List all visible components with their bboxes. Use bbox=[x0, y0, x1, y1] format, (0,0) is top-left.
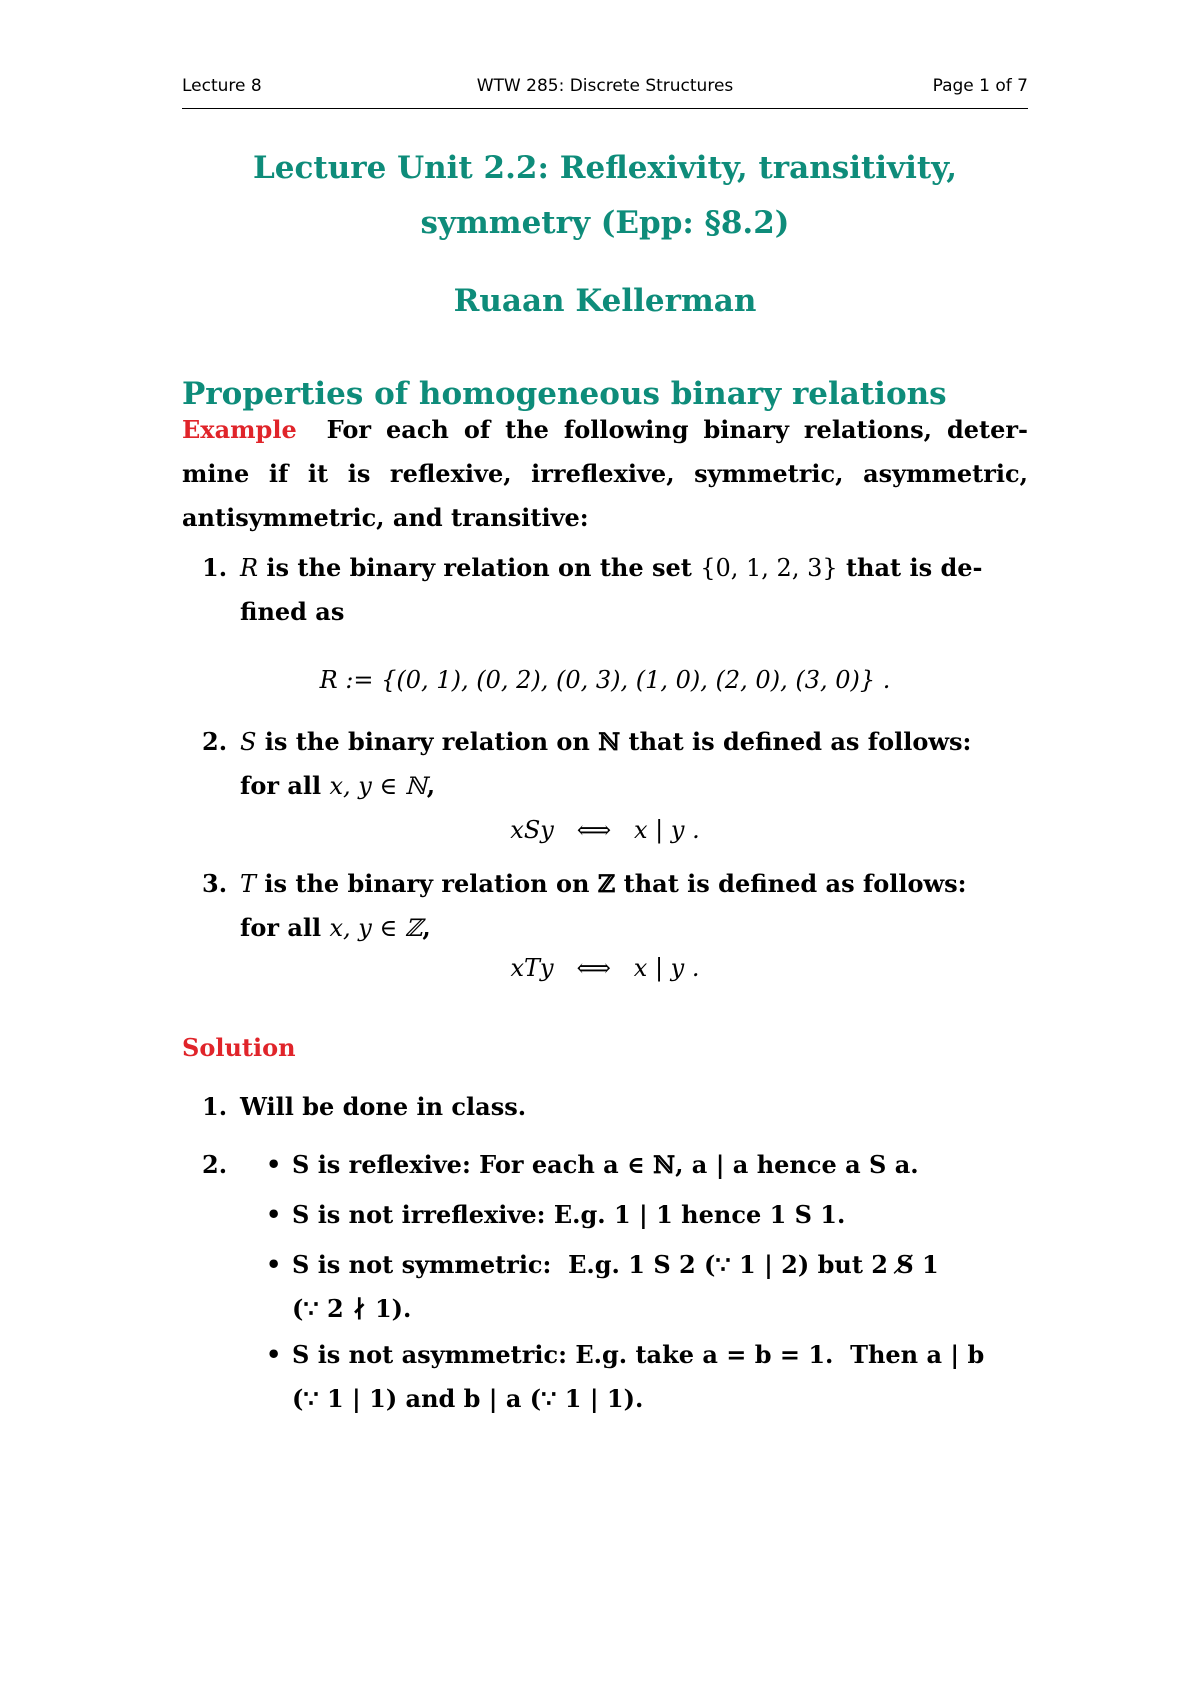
author: Ruaan Kellerman bbox=[453, 283, 757, 319]
relation-T-definition: xTy ⟺ x | y . bbox=[510, 954, 700, 982]
header-page-number: Page 1 of 7 bbox=[932, 76, 1028, 96]
example-line-2: mine if it is reflexive, irreflexive, symmetric, asymmetric, bbox=[182, 459, 1028, 488]
example-line-1: Example For each of the following binary relations, deter- bbox=[182, 415, 1028, 444]
example-line-3: antisymmetric, and transitive: bbox=[182, 503, 589, 532]
example-label: Example bbox=[182, 415, 297, 444]
solution-item-2-number: 2. bbox=[202, 1150, 228, 1179]
list-item-number: 1. bbox=[202, 553, 228, 582]
relation-R-definition: R := {(0, 1), (0, 2), (0, 3), (1, 0), (2, 0), (3, 0)} . bbox=[319, 666, 891, 694]
section-heading: Properties of homogeneous binary relations bbox=[182, 376, 947, 412]
title-line-2: symmetry (Epp: §8.2) bbox=[420, 205, 790, 241]
relation-S-definition: xSy ⟺ x | y . bbox=[510, 816, 700, 844]
solution-label: Solution bbox=[182, 1033, 296, 1062]
example-paragraph bbox=[182, 408, 1028, 540]
running-header bbox=[182, 76, 1028, 108]
header-course: WTW 285: Discrete Structures bbox=[476, 76, 734, 96]
header-lecture: Lecture 8 bbox=[182, 76, 262, 96]
title-line-1: Lecture Unit 2.2: Reflexivity, transitivity, bbox=[252, 150, 958, 186]
header-rule bbox=[182, 108, 1028, 109]
list-item-number: 2. bbox=[202, 727, 228, 756]
list-item-number: 3. bbox=[202, 869, 228, 898]
